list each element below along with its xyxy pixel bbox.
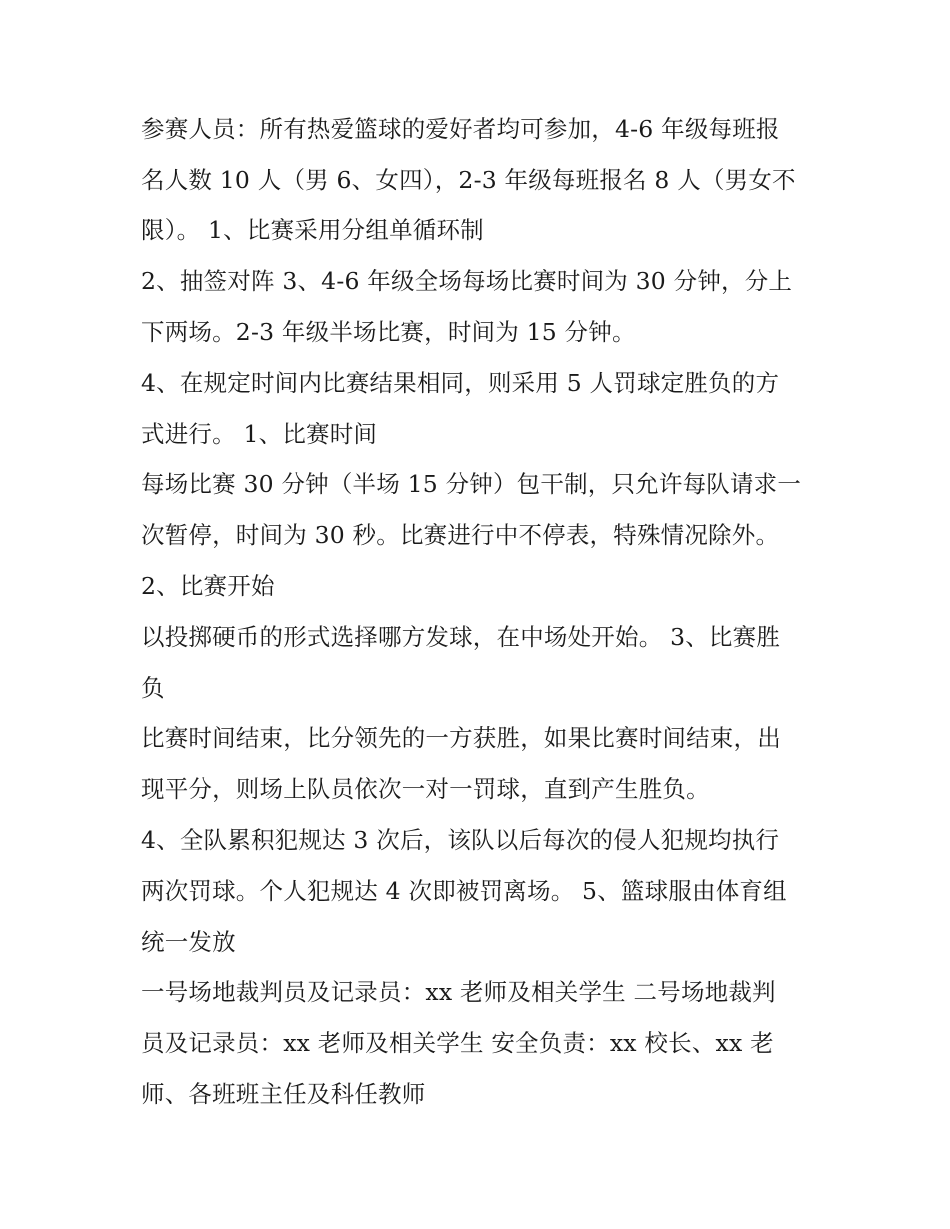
text-line: 4、在规定时间内比赛结果相同，则采用 5 人罚球定胜负的方	[141, 369, 780, 397]
text-line: 参赛人员：所有热爱篮球的爱好者均可参加，4-6 年级每班报	[141, 115, 780, 143]
text-line: 比赛时间结束，比分领先的一方获胜，如果比赛时间结束，出	[141, 724, 781, 752]
text-line: 师、各班班主任及科任教师	[141, 1080, 426, 1108]
text-line: 次暂停，时间为 30 秒。比赛进行中不停表，特殊情况除外。	[141, 521, 780, 549]
text-line: 两次罚球。个人犯规达 4 次即被罚离场。 5、篮球服由体育组	[141, 877, 787, 905]
text-line: 限）。 1、比赛采用分组单循环制	[141, 216, 484, 244]
text-line: 每场比赛 30 分钟（半场 15 分钟）包干制，只允许每队请求一	[141, 470, 802, 498]
text-line: 一号场地裁判员及记录员：xx 老师及相关学生 二号场地裁判	[141, 978, 776, 1006]
text-line: 以投掷硬币的形式选择哪方发球，在中场处开始。 3、比赛胜	[141, 623, 781, 651]
text-line: 4、全队累积犯规达 3 次后，该队以后每次的侵人犯规均执行	[141, 826, 780, 854]
text-line: 下两场。2-3 年级半场比赛，时间为 15 分钟。	[141, 318, 636, 346]
text-line: 统一发放	[141, 928, 236, 956]
text-line: 员及记录员：xx 老师及相关学生 安全负责：xx 校长、xx 老	[141, 1029, 774, 1057]
text-line: 2、比赛开始	[141, 572, 275, 600]
text-line: 2、抽签对阵 3、4-6 年级全场每场比赛时间为 30 分钟，分上	[141, 267, 793, 295]
text-line: 式进行。 1、比赛时间	[141, 420, 378, 448]
text-line: 现平分，则场上队员依次一对一罚球，直到产生胜负。	[141, 775, 710, 803]
text-line: 负	[141, 674, 165, 702]
text-line: 名人数 10 人（男 6、女四），2-3 年级每班报名 8 人（男女不	[141, 166, 796, 194]
